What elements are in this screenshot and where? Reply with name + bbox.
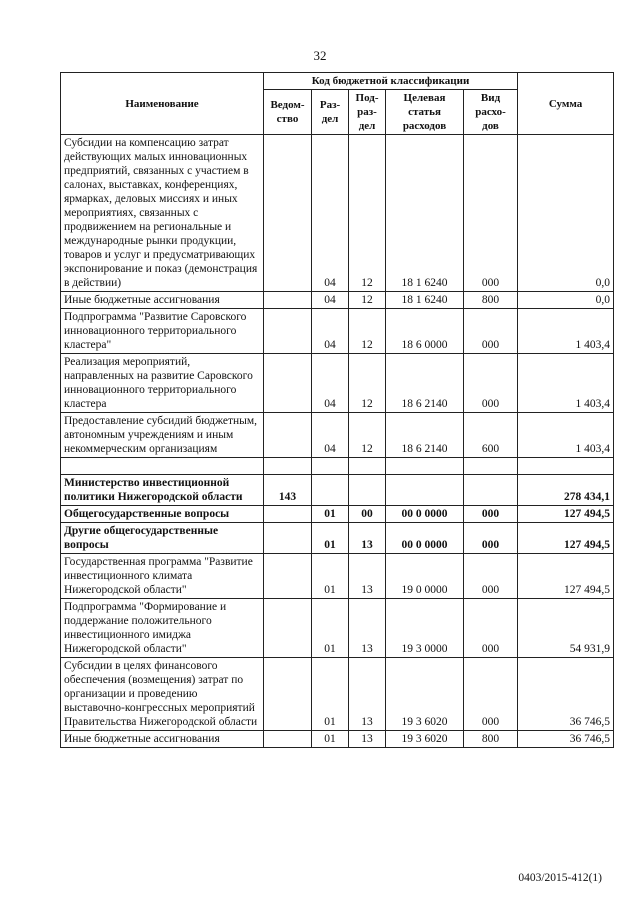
cell-name: Предоставление субсидий бюджетным, автономным учреждениям и иным некоммерческим организациям — [61, 413, 264, 458]
cell-razdel: 01 — [312, 658, 349, 731]
cell-summa: 1 403,4 — [518, 413, 614, 458]
cell-summa: 1 403,4 — [518, 309, 614, 354]
cell-podrazdel: 13 — [349, 599, 386, 658]
cell-celevaya: 19 3 6020 — [386, 731, 464, 748]
table-row — [61, 135, 614, 292]
cell-ved — [264, 354, 312, 413]
cell-celevaya: 19 3 0000 — [386, 599, 464, 658]
cell-vid: 000 — [464, 554, 518, 599]
cell-summa: 1 403,4 — [518, 354, 614, 413]
cell-celevaya: 00 0 0000 — [386, 523, 464, 554]
page-number: 32 — [313, 48, 327, 63]
cell-razdel — [312, 458, 349, 475]
cell-ved — [264, 458, 312, 475]
cell-summa: 36 746,5 — [518, 658, 614, 731]
cell-summa: 127 494,5 — [518, 506, 614, 523]
cell-summa: 36 746,5 — [518, 731, 614, 748]
cell-podrazdel: 13 — [349, 554, 386, 599]
cell-podrazdel — [349, 475, 386, 506]
cell-ved — [264, 599, 312, 658]
header-celevaya: Целевая статья расходов — [386, 90, 464, 135]
table-row — [61, 292, 614, 309]
cell-summa: 0,0 — [518, 292, 614, 309]
cell-ved — [264, 731, 312, 748]
cell-ved — [264, 658, 312, 731]
cell-summa: 0,0 — [518, 135, 614, 292]
header-code-group: Код бюджетной классификации — [264, 73, 518, 90]
cell-vid: 000 — [464, 309, 518, 354]
cell-vid — [464, 458, 518, 475]
cell-name: Общегосударственные вопросы — [61, 506, 264, 523]
cell-podrazdel: 12 — [349, 354, 386, 413]
budget-table-body — [61, 135, 614, 748]
header-razdel: Раз-дел — [312, 90, 349, 135]
cell-podrazdel: 13 — [349, 658, 386, 731]
cell-vid: 000 — [464, 354, 518, 413]
cell-name: Подпрограмма "Формирование и поддержание положительного инвестиционного имиджа Нижегородской области" — [61, 599, 264, 658]
document-code: 0403/2015-412(1) — [518, 872, 602, 884]
cell-razdel: 01 — [312, 554, 349, 599]
cell-vid — [464, 475, 518, 506]
header-vid: Вид расхо-дов — [464, 90, 518, 135]
table-row — [61, 354, 614, 413]
cell-vid: 600 — [464, 413, 518, 458]
cell-celevaya: 00 0 0000 — [386, 506, 464, 523]
budget-table — [60, 72, 614, 748]
table-row — [61, 506, 614, 523]
cell-summa — [518, 458, 614, 475]
cell-celevaya: 19 3 6020 — [386, 658, 464, 731]
cell-razdel: 01 — [312, 523, 349, 554]
cell-name — [61, 458, 264, 475]
cell-ved — [264, 135, 312, 292]
cell-celevaya: 19 0 0000 — [386, 554, 464, 599]
cell-podrazdel: 13 — [349, 731, 386, 748]
cell-summa: 127 494,5 — [518, 523, 614, 554]
cell-razdel: 01 — [312, 506, 349, 523]
cell-razdel: 04 — [312, 135, 349, 292]
cell-summa: 54 931,9 — [518, 599, 614, 658]
cell-razdel: 04 — [312, 309, 349, 354]
cell-podrazdel: 12 — [349, 309, 386, 354]
cell-ved — [264, 292, 312, 309]
cell-celevaya: 18 6 2140 — [386, 354, 464, 413]
cell-vid: 000 — [464, 599, 518, 658]
cell-name: Другие общегосударственные вопросы — [61, 523, 264, 554]
cell-razdel: 01 — [312, 731, 349, 748]
cell-vid: 000 — [464, 506, 518, 523]
cell-name: Иные бюджетные ассигнования — [61, 292, 264, 309]
cell-podrazdel — [349, 458, 386, 475]
table-row — [61, 554, 614, 599]
cell-celevaya — [386, 458, 464, 475]
cell-razdel — [312, 475, 349, 506]
header-summa: Сумма — [518, 73, 614, 135]
cell-ved — [264, 309, 312, 354]
cell-vid: 800 — [464, 731, 518, 748]
cell-ved — [264, 523, 312, 554]
cell-vid: 000 — [464, 135, 518, 292]
table-row — [61, 731, 614, 748]
cell-podrazdel: 00 — [349, 506, 386, 523]
cell-name: Субсидии в целях финансового обеспечения (возмещения) затрат по организации и проведению выставочно-конгрессных мероприятий Правительства Нижегородской области — [61, 658, 264, 731]
cell-name: Министерство инвестиционной политики Нижегородской области — [61, 475, 264, 506]
cell-celevaya: 18 6 2140 — [386, 413, 464, 458]
cell-summa: 127 494,5 — [518, 554, 614, 599]
cell-vid: 000 — [464, 658, 518, 731]
cell-celevaya: 18 6 0000 — [386, 309, 464, 354]
table-row — [61, 599, 614, 658]
cell-podrazdel: 13 — [349, 523, 386, 554]
cell-razdel: 04 — [312, 413, 349, 458]
table-row — [61, 458, 614, 475]
table-row — [61, 658, 614, 731]
cell-name: Государственная программа "Развитие инвестиционного климата Нижегородской области" — [61, 554, 264, 599]
cell-summa: 278 434,1 — [518, 475, 614, 506]
cell-podrazdel: 12 — [349, 413, 386, 458]
cell-razdel: 04 — [312, 354, 349, 413]
cell-podrazdel: 12 — [349, 135, 386, 292]
cell-vid: 800 — [464, 292, 518, 309]
table-row — [61, 309, 614, 354]
table-row — [61, 475, 614, 506]
cell-celevaya — [386, 475, 464, 506]
cell-razdel: 01 — [312, 599, 349, 658]
cell-razdel: 04 — [312, 292, 349, 309]
header-podrazdel: Под-раз-дел — [349, 90, 386, 135]
table-row — [61, 523, 614, 554]
table-row — [61, 413, 614, 458]
header-name: Наименование — [61, 73, 264, 135]
cell-ved: 143 — [264, 475, 312, 506]
cell-ved — [264, 413, 312, 458]
cell-name: Подпрограмма "Развитие Саровского инновационного территориального кластера" — [61, 309, 264, 354]
header-vedomstvo: Ведом-ство — [264, 90, 312, 135]
cell-ved — [264, 554, 312, 599]
cell-name: Реализация мероприятий, направленных на развитие Саровского инновационного территориального кластера — [61, 354, 264, 413]
cell-celevaya: 18 1 6240 — [386, 292, 464, 309]
cell-name: Субсидии на компенсацию затрат действующих малых инновационных предприятий, связанных с участием в салонах, выставках, конференциях, ярмарках, деловых миссиях и иных мероприятиях, связанных с продвижением на региональные и международные рынки продукции, товаров и услуг и предусматривающих экспонирование и показ (демонстрация в действии) — [61, 135, 264, 292]
cell-name: Иные бюджетные ассигнования — [61, 731, 264, 748]
cell-podrazdel: 12 — [349, 292, 386, 309]
cell-ved — [264, 506, 312, 523]
cell-vid: 000 — [464, 523, 518, 554]
cell-celevaya: 18 1 6240 — [386, 135, 464, 292]
